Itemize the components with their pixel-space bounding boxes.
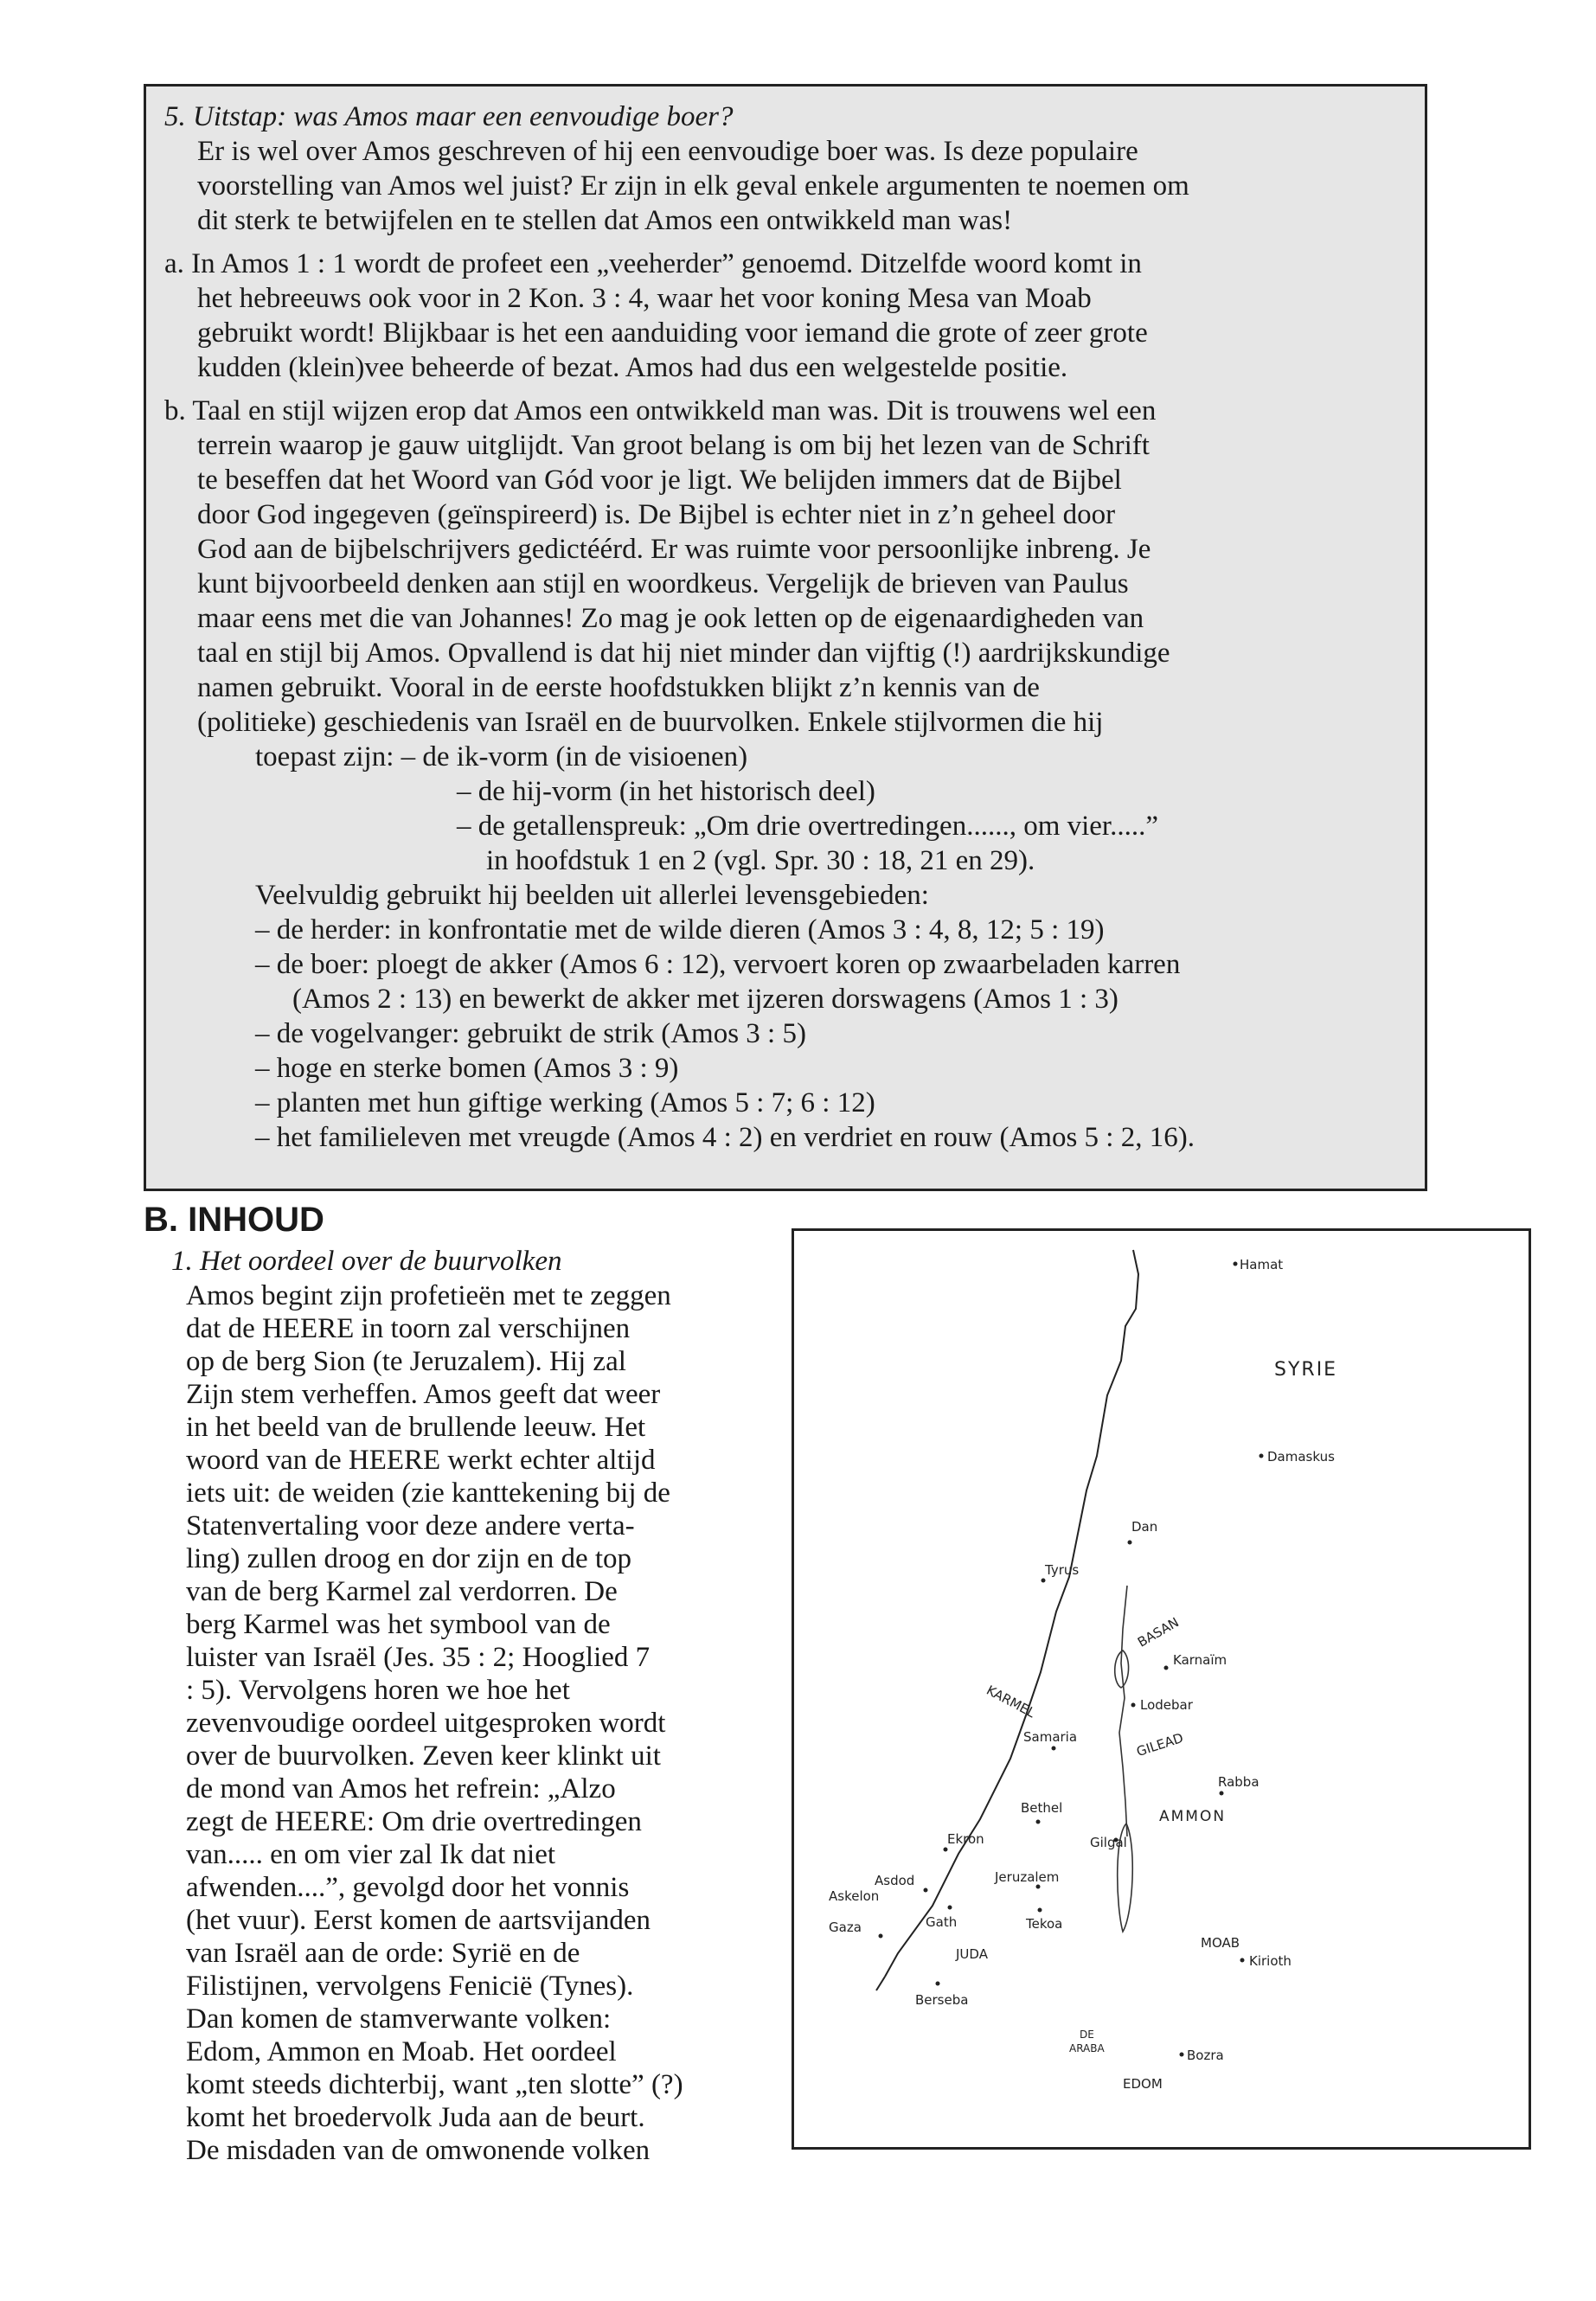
dot-tekoa: [1038, 1908, 1042, 1913]
body-line: dat de HEERE in toorn zal verschijnen: [186, 1313, 631, 1344]
excursus-line: in hoofdstuk 1 en 2 (vgl. Spr. 30 : 18, 21 en 29).: [486, 845, 1035, 876]
body-line: berg Karmel was het symbool van de: [186, 1609, 611, 1640]
excursus-line: kunt bijvoorbeeld denken aan stijl en woordkeus. Vergelijk de brieven van Paulus: [197, 568, 1129, 599]
label-asdod: Asdod: [875, 1873, 915, 1888]
body-line: zevenvoudige oordeel uitgesproken wordt: [186, 1708, 666, 1739]
label-askelon: Askelon: [829, 1888, 880, 1904]
label-bethel: Bethel: [1021, 1800, 1063, 1816]
coastline: [885, 1250, 1138, 1977]
excursus-line: a. In Amos 1 : 1 wordt de profeet een „veeherder” genoemd. Ditzelfde woord komt in: [164, 248, 1142, 279]
label-edom: EDOM: [1123, 2076, 1163, 2092]
dot-hamat: [1234, 1262, 1238, 1266]
label-lodebar: Lodebar: [1140, 1697, 1193, 1713]
dot-jeruzalem: [1036, 1885, 1041, 1889]
body-line: Edom, Ammon en Moab. Het oordeel: [186, 2036, 617, 2067]
excursus-line: gebruikt wordt! Blijkbaar is het een aanduiding voor iemand die grote of zeer grote: [197, 317, 1148, 349]
body-line: Filistijnen, vervolgens Fenicië (Tynes).: [186, 1971, 634, 2002]
label-jeruzalem: Jeruzalem: [995, 1869, 1060, 1885]
map-drawing: [794, 1231, 1529, 2147]
label-araba: ARABA: [1069, 2042, 1105, 2054]
body-line: Zijn stem verheffen. Amos geeft dat weer: [186, 1379, 661, 1410]
body-line: van..... en om vier zal Ik dat niet: [186, 1839, 556, 1870]
label-tyrus: Tyrus: [1045, 1562, 1080, 1578]
dot-gaza: [879, 1934, 883, 1939]
body-line: over de buurvolken. Zeven keer klinkt uit: [186, 1740, 661, 1772]
excursus-line: b. Taal en stijl wijzen erop dat Amos een ontwikkeld man was. Dit is trouwens wel een: [164, 395, 1157, 426]
dot-karnaim: [1164, 1666, 1169, 1670]
excursus-line: – hoge en sterke bomen (Amos 3 : 9): [255, 1053, 679, 1084]
label-araba-article: DE: [1080, 2029, 1094, 2041]
label-tekoa: Tekoa: [1026, 1916, 1063, 1932]
body-line: zegt de HEERE: Om drie overtredingen: [186, 1806, 642, 1837]
dot-rabba: [1220, 1791, 1224, 1796]
excursus-line: – het familieleven met vreugde (Amos 4 : 2) en verdriet en rouw (Amos 5 : 2, 16).: [255, 1122, 1195, 1153]
body-line: : 5). Vervolgens horen we hoe het: [186, 1675, 570, 1706]
excursus-line: terrein waarop je gauw uitglijdt. Van groot belang is om bij het lezen van de Schrift: [197, 430, 1150, 461]
body-line: woord van de HEERE werkt echter altijd: [186, 1445, 656, 1476]
dot-lodebar: [1131, 1703, 1136, 1708]
dot-tyrus: [1042, 1579, 1046, 1583]
excursus-line: namen gebruikt. Vooral in de eerste hoofdstukken blijkt z’n kennis van de: [197, 672, 1040, 703]
excursus-line: door God ingegeven (geïnspireerd) is. De Bijbel is echter niet in z’n geheel door: [197, 499, 1116, 530]
dot-damaskus: [1259, 1454, 1264, 1458]
label-gaza: Gaza: [829, 1920, 862, 1935]
jordan-river: [1119, 1586, 1127, 1836]
body-line: van Israël aan de orde: Syrië en de: [186, 1938, 580, 1969]
label-gath: Gath: [926, 1914, 958, 1930]
label-basan: BASAN: [1134, 1614, 1182, 1650]
body-line: komt het broedervolk Juda aan de beurt.: [186, 2102, 645, 2133]
section-heading: B. INHOUD: [144, 1201, 324, 1239]
dot-bethel: [1036, 1820, 1041, 1824]
dot-kirioth: [1240, 1958, 1245, 1963]
body-line: Amos begint zijn profetieën met te zeggen: [186, 1280, 671, 1311]
excursus-line: het hebreeuws ook voor in 2 Kon. 3 : 4, waar het voor koning Mesa van Moab: [197, 283, 1092, 314]
body-line: de mond van Amos het refrein: „Alzo: [186, 1773, 616, 1804]
body-line: De misdaden van de omwonende volken: [186, 2135, 651, 2166]
body-line: van de berg Karmel zal verdorren. De: [186, 1576, 618, 1607]
label-ekron: Ekron: [947, 1831, 984, 1847]
label-damaskus: Damaskus: [1267, 1449, 1335, 1465]
body-line: komt steeds dichterbij, want „ten slotte” (?): [186, 2069, 683, 2100]
excursus-line: – planten met hun giftige werking (Amos 5 : 7; 6 : 12): [255, 1087, 875, 1118]
excursus-line: – de hij-vorm (in het historisch deel): [457, 776, 875, 807]
body-line: (het vuur). Eerst komen de aartsvijanden: [186, 1905, 651, 1936]
label-karnaim: Karnaïm: [1173, 1652, 1227, 1668]
dot-samaria: [1052, 1747, 1056, 1751]
label-juda: JUDA: [956, 1946, 988, 1962]
excursus-line: (Amos 2 : 13) en bewerkt de akker met ijzeren dorswagens (Amos 1 : 3): [292, 984, 1118, 1015]
body-line: iets uit: de weiden (zie kanttekening bij de: [186, 1477, 670, 1509]
label-samaria: Samaria: [1023, 1729, 1078, 1745]
label-syrie: SYRIE: [1274, 1359, 1338, 1381]
label-dan: Dan: [1131, 1519, 1158, 1535]
excursus-line: God aan de bijbelschrijvers gedictéérd. Er was ruimte voor persoonlijke inbreng. Je: [197, 534, 1151, 565]
excursus-line: – de herder: in konfrontatie met de wilde dieren (Amos 3 : 4, 8, 12; 5 : 19): [255, 914, 1105, 945]
label-hamat: Hamat: [1240, 1257, 1284, 1272]
excursus-title: 5. Uitstap: was Amos maar een eenvoudige boer?: [164, 101, 734, 132]
excursus-line: – de vogelvanger: gebruikt de strik (Amos 3 : 5): [255, 1018, 806, 1049]
body-line: luister van Israël (Jes. 35 : 2; Hooglied 7: [186, 1642, 651, 1673]
body-line: Statenvertaling voor deze andere verta-: [186, 1510, 635, 1541]
excursus-line: – de boer: ploegt de akker (Amos 6 : 12), vervoert koren op zwaarbeladen karren: [255, 949, 1181, 980]
label-gilead: GILEAD: [1134, 1729, 1186, 1760]
map-frame: [792, 1228, 1531, 2150]
label-kirioth: Kirioth: [1249, 1953, 1292, 1969]
label-gilgal: Gilgal: [1090, 1835, 1127, 1850]
excursus-line: – de getallenspreuk: „Om drie overtredingen......, om vier.....”: [457, 811, 1158, 842]
excursus-line: maar eens met die van Johannes! Zo mag je ook letten op de eigenaardigheden van: [197, 603, 1144, 634]
dot-dan: [1128, 1541, 1132, 1545]
body-line: afwenden....”, gevolgd door het vonnis: [186, 1872, 630, 1903]
dot-gath: [948, 1906, 952, 1910]
excursus-line: toepast zijn: – de ik-vorm (in de visioenen): [255, 741, 748, 772]
label-berseba: Berseba: [915, 1992, 969, 2008]
dot-asdod: [924, 1888, 928, 1893]
label-karmel: KARMEL: [984, 1682, 1038, 1721]
label-ammon: AMMON: [1159, 1808, 1227, 1825]
excursus-line: voorstelling van Amos wel juist? Er zijn in elk geval enkele argumenten te noemen om: [197, 170, 1189, 202]
excursus-line: taal en stijl bij Amos. Opvallend is dat hij niet minder dan vijftig (!) aardrijkskundige: [197, 638, 1170, 669]
label-rabba: Rabba: [1218, 1774, 1259, 1790]
excursus-line: Er is wel over Amos geschreven of hij een eenvoudige boer was. Is deze populaire: [197, 136, 1138, 167]
excursus-line: te beseffen dat het Woord van Gód voor je ligt. We belijden immers dat de Bijbel: [197, 465, 1122, 496]
dot-berseba: [936, 1982, 940, 1986]
excursus-line: (politieke) geschiedenis van Israël en de buurvolken. Enkele stijlvormen die hij: [197, 707, 1104, 738]
body-line: op de berg Sion (te Jeruzalem). Hij zal: [186, 1346, 626, 1377]
body-line: Dan komen de stamverwante volken:: [186, 2003, 612, 2035]
dot-ekron: [944, 1848, 948, 1852]
coast-tick: [876, 1977, 885, 1990]
label-moab: MOAB: [1201, 1935, 1240, 1951]
excursus-line: Veelvuldig gebruikt hij beelden uit allerlei levensgebieden:: [255, 880, 929, 911]
label-bozra: Bozra: [1187, 2048, 1224, 2063]
section-subheading: 1. Het oordeel over de buurvolken: [171, 1246, 562, 1277]
body-line: ling) zullen droog en dor zijn en de top: [186, 1543, 632, 1574]
body-line: in het beeld van de brullende leeuw. Het: [186, 1412, 646, 1443]
excursus-line: kudden (klein)vee beheerde of bezat. Amos had dus een welgestelde positie.: [197, 352, 1068, 383]
excursus-line: dit sterk te betwijfelen en te stellen dat Amos een ontwikkeld man was!: [197, 205, 1013, 236]
dot-bozra: [1180, 2053, 1184, 2057]
